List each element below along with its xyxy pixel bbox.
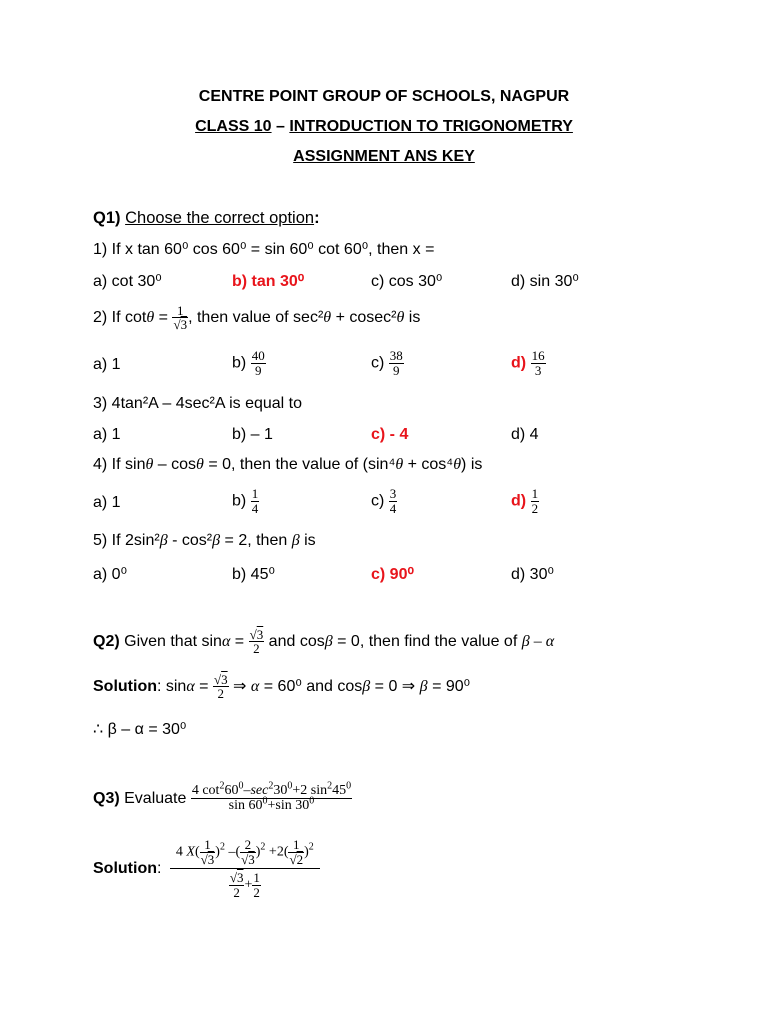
q1-2-option-c: [371, 349, 404, 377]
q2-sol-c: = 0 ⇒: [370, 678, 420, 695]
q1-heading-text: Choose the correct option: [125, 209, 315, 227]
q1-2-option-c-label: c): [371, 354, 385, 372]
q2-given-fraction: $\frac{√3}{2}$: [249, 626, 264, 657]
q1-5-mid: - cos²: [167, 532, 213, 549]
q1-4-d-num: 1: [531, 486, 539, 501]
q1-4-option-a: a) 1: [93, 494, 121, 511]
q1-4-option-b-label: b): [232, 492, 247, 510]
q1-4-mid3: + cos⁴: [403, 456, 454, 473]
q1-2-d-num: 16: [531, 348, 545, 363]
q1-4-option-d-label: d): [511, 492, 527, 510]
q1-1-option-d: d) sin 30⁰: [511, 273, 579, 290]
q1-2-prefix: 2) If cot: [93, 309, 147, 326]
q2-sol-a: : sin: [156, 678, 187, 695]
q3-solution-expression: 4 X( $\frac{1}{√3}$ )$^2$ –( $\frac{2}{√3}$ )$^2$ +2( $\frac{1}{√2}$ )$^2$ $\frac{√3}{2}$ + $\frac{1}{2}$: [170, 838, 320, 900]
q1-2-option-b-label: b): [232, 354, 247, 372]
q3-solution-label: Solution: [93, 860, 157, 877]
q1-2-option-a: a) 1: [93, 356, 121, 373]
q1-5-option-a: a) 0⁰: [93, 566, 127, 583]
q2-text-b: and cos: [264, 633, 325, 650]
q1-3-option-a: a) 1: [93, 426, 121, 443]
q2-text-c: = 0, then find the value of: [332, 633, 522, 650]
class-topic-line: [0, 118, 768, 136]
q2-sol-d: = 90⁰: [427, 678, 471, 695]
q1-4-c-den: 4: [389, 500, 397, 516]
q1-4-option-c: [371, 487, 397, 515]
q1-2-suffix: , then value of sec²: [188, 309, 324, 326]
q1-2-end: is: [404, 309, 421, 326]
q1-5-option-c-correct: c) 90⁰: [371, 566, 414, 583]
q1-1-option-a: a) cot 30⁰: [93, 273, 162, 290]
q1-3-option-d: d) 4: [511, 426, 539, 443]
q1-5-option-d: d) 30⁰: [511, 566, 554, 583]
q2-text-a: Given that sin: [119, 633, 222, 650]
q1-2-c-den: 9: [389, 363, 404, 378]
q2-question: Q2) Given that sinα = $\frac{√3}{2}$ and cosβ = 0, then find the value of β – α: [93, 626, 555, 657]
q1-5-mid2: = 2, then: [220, 532, 292, 549]
q3-text: Evaluate: [119, 790, 187, 807]
q1-4-option-b: [232, 487, 259, 515]
q1-4-mid: – cos: [153, 456, 197, 473]
q3-label: Q3): [93, 790, 120, 807]
q1-5-prefix: 5) If 2sin²: [93, 532, 160, 549]
q1-4-c-num: 3: [389, 486, 397, 501]
q1-2-b-num: 40: [251, 348, 265, 363]
q1-2-given-fraction: $\frac{1}{√3}$: [173, 302, 188, 333]
q1-5-text: 5) If 2sin²β - cos²β = 2, then β is: [93, 532, 316, 549]
q1-5-end: is: [299, 532, 316, 549]
assignment-title: [0, 148, 768, 166]
q1-2-d-den: 3: [531, 363, 546, 378]
q1-2-option-b: [232, 349, 266, 377]
assignment-title-text: ASSIGNMENT ANS KEY: [293, 148, 475, 165]
topic-label: INTRODUCTION TO TRIGONOMETRY: [289, 118, 573, 135]
q3-solution-colon: :: [156, 860, 162, 877]
q1-4-prefix: 4) If sin: [93, 456, 146, 473]
q1-3-text: 3) 4tan²A – 4sec²A is equal to: [93, 395, 303, 412]
q1-4-d-den: 2: [531, 500, 539, 516]
q1-4-option-c-label: c): [371, 492, 385, 510]
class-dash: –: [271, 118, 290, 135]
school-name: CENTRE POINT GROUP OF SCHOOLS, NAGPUR: [198, 88, 570, 105]
q2-solution-label: Solution: [93, 678, 157, 695]
q1-1-option-c: c) cos 30⁰: [371, 273, 443, 290]
q1-2-text: 2) If cotθ = $\frac{1}{√3}$ , then value of sec²θ + cosec²θ is: [93, 302, 421, 333]
q1-2-mid: + cosec²: [331, 309, 397, 326]
q1-label: Q1): [93, 209, 121, 227]
q1-5-option-b: b) 45⁰: [232, 566, 275, 583]
q1-2-b-den: 9: [251, 363, 266, 378]
q1-4-option-d-correct: [511, 487, 539, 515]
q2-sol-b: = 60⁰ and cos: [259, 678, 363, 695]
q1-3-option-c-correct: c) - 4: [371, 426, 409, 443]
q1-4-end: ) is: [461, 456, 483, 473]
class-label: CLASS 10: [195, 118, 272, 135]
q2-solution: Solution: sinα = $\frac{√3}{2}$ ⇒ α = 60⁰ and cosβ = 0 ⇒ β = 90⁰: [93, 671, 471, 702]
q1-heading: [93, 209, 320, 228]
q3-question: [93, 780, 352, 818]
q1-colon: :: [314, 209, 320, 227]
q1-4-b-den: 4: [251, 500, 259, 516]
q2-therefore: ∴ β – α = 30⁰: [93, 721, 187, 738]
q1-1-text: 1) If x tan 60⁰ cos 60⁰ = sin 60⁰ cot 60⁰, then x =: [93, 241, 435, 258]
q1-2-c-num: 38: [389, 348, 403, 363]
q1-3-option-b: b) – 1: [232, 426, 273, 443]
q1-2-option-d-label: d): [511, 354, 527, 372]
q1-1-option-b-correct: b) tan 30⁰: [232, 273, 305, 290]
q1-4-mid2: = 0, then the value of (sin⁴: [203, 456, 396, 473]
q3-solution: [93, 830, 320, 908]
q2-solution-fraction: $\frac{√3}{2}$: [213, 671, 228, 702]
q3-expression: $\frac{4 \cot^260^0-\sec^230^0+2 \sin^245^0}{\sin 60^0+\sin 30^0}$: [191, 779, 352, 814]
q1-4-text: 4) If sinθ – cosθ = 0, then the value of (sin⁴θ + cos⁴θ) is: [93, 456, 483, 473]
q2-label: Q2): [93, 633, 120, 650]
q1-4-b-num: 1: [251, 486, 259, 501]
q1-2-option-d-correct: [511, 349, 546, 377]
